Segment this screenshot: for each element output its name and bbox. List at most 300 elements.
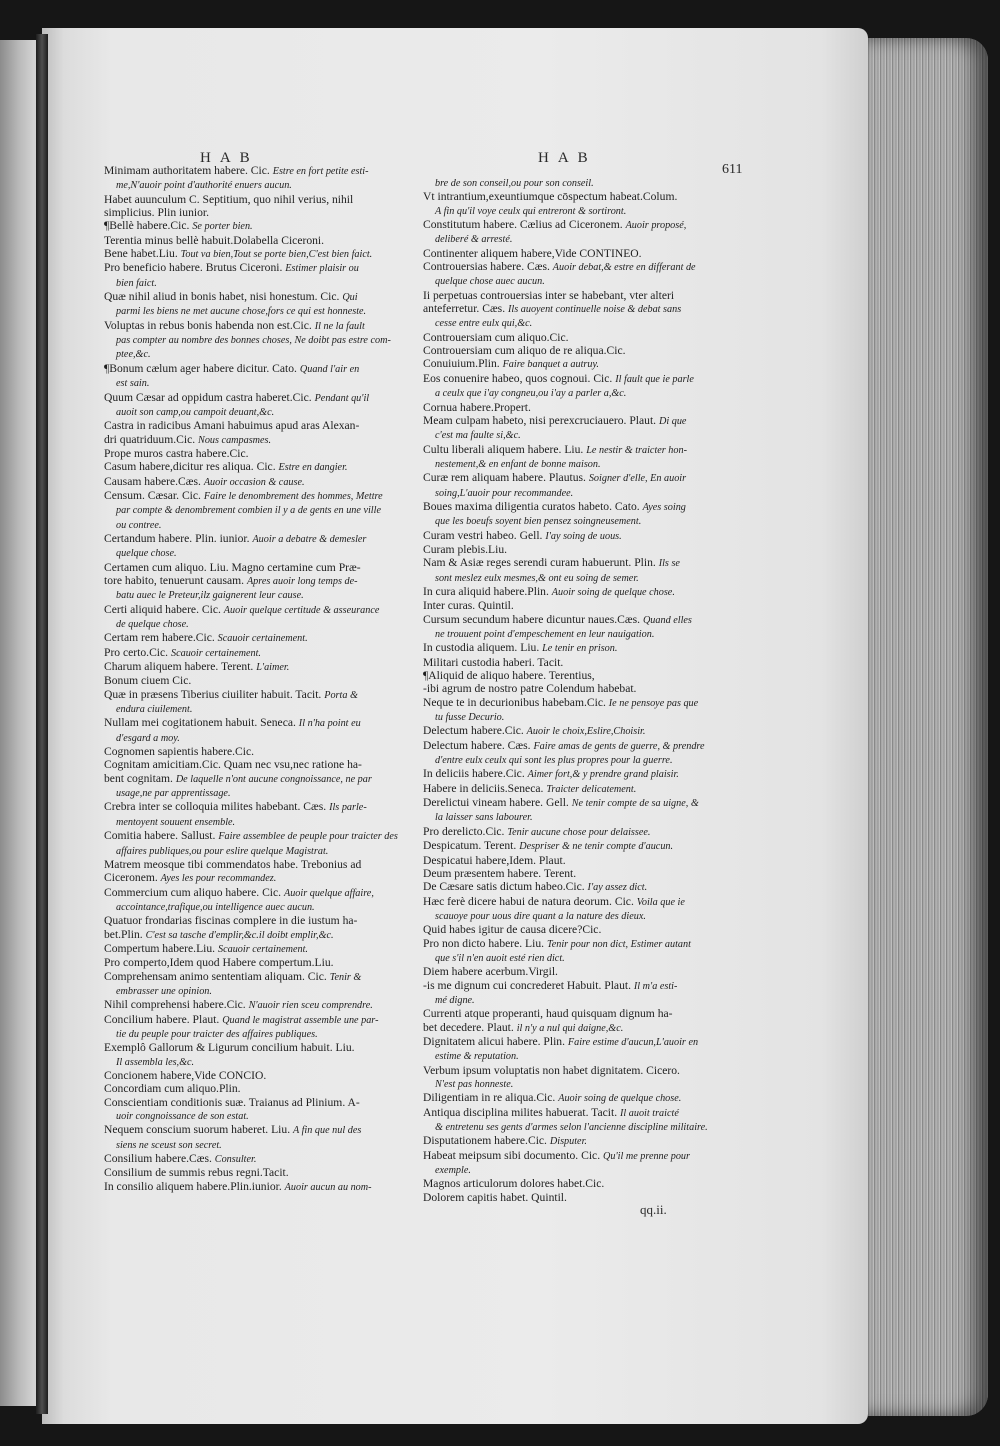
entry-line: [104, 674, 412, 687]
latin-text: Currenti atque properanti, haud quisquam dignum ha-: [423, 1007, 673, 1021]
latin-text: Delectum habere.Cic.: [423, 724, 524, 738]
latin-text: Curæ rem aliquam habere. Plautus.: [423, 471, 586, 485]
entry-line: [423, 1149, 743, 1163]
latin-text: Habet auunculum C. Septitium, quo nihil verius, nihil: [104, 192, 354, 206]
entry-line: [423, 1177, 743, 1190]
latin-text: Commercium cum aliquo habere. Cic.: [104, 885, 282, 899]
french-gloss: Auoir soing de quelque chose.: [558, 1093, 682, 1105]
entry-line: [423, 767, 743, 781]
latin-text: Castra in radicibus Amani habuimus apud aras Alexan-: [104, 419, 360, 433]
french-gloss: bre de son conseil,ou pour son conseil.: [435, 178, 594, 189]
latin-text: Crebra inter se colloquia milites habebant. Cæs.: [104, 800, 327, 814]
french-gloss: Traicter delicatement.: [546, 783, 637, 795]
french-gloss: Scauoir certainement.: [217, 633, 308, 645]
entry-line: [104, 1027, 412, 1041]
latin-text: Certandum habere. Plin. iunior.: [104, 531, 250, 545]
latin-text: Disputationem habere.Cic.: [423, 1134, 547, 1148]
entry-line: [423, 372, 743, 386]
latin-text: Matrem meosque tibi commendatos habe. Trebonius ad: [104, 857, 362, 871]
french-gloss: Aimer fort,& y prendre grand plaisir.: [527, 769, 679, 781]
entry-line: [104, 1138, 412, 1152]
french-gloss: Scauoir certainement.: [170, 647, 261, 659]
latin-text: bet.Plin.: [104, 927, 143, 941]
latin-text: In custodia aliquem. Liu.: [423, 641, 540, 655]
latin-text: Certamen cum aliquo. Liu. Magno certamine cum Præ-: [104, 560, 361, 574]
french-gloss: Ils se: [658, 558, 680, 570]
entry-line: [104, 561, 412, 574]
entry-line: [423, 1077, 743, 1091]
french-gloss: Le nestir & traicter hon-: [586, 444, 687, 456]
latin-text: Habere in deliciis.Seneca.: [423, 781, 544, 795]
entry-line: [104, 815, 412, 829]
entry-line: [423, 937, 743, 951]
french-gloss: I'ay assez dict.: [587, 882, 648, 894]
latin-text: Hæc ferè dicere habui de natura deorum. Cic.: [423, 894, 634, 908]
entry-line: [104, 1123, 412, 1137]
latin-text: Quatuor frondarias fiscinas complere in die iustum ha-: [104, 914, 358, 928]
latin-text: Diem habere acerbum.Virgil.: [423, 965, 558, 979]
french-gloss: il n'y a nul qui daigne,&c.: [516, 1022, 624, 1034]
french-gloss: sont meslez eulx mesmes,& ont eu soing de semer.: [435, 572, 639, 584]
french-gloss: ptee,&c.: [116, 349, 151, 361]
latin-text: simplicius. Plin iunior.: [104, 206, 210, 220]
french-gloss: Auoir debat,& estre en differant de: [552, 262, 696, 274]
entry-line: [104, 234, 412, 247]
french-gloss: pas compter au nombre des bonnes choses, Ne doibt pas estre com-: [116, 335, 391, 347]
latin-text: Pro derelicto.Cic.: [423, 824, 505, 838]
french-gloss: & entretenu ses gents d'armes selon l'ancienne discipline militaire.: [435, 1122, 708, 1134]
french-gloss: N'auoir rien sceu comprendre.: [248, 1000, 373, 1012]
entry-line: [104, 858, 412, 871]
french-gloss: de quelque chose.: [116, 619, 189, 630]
entry-line: [423, 386, 743, 400]
latin-text: Nam & Asiæ reges serendi curam habuerunt. Plin.: [423, 556, 656, 570]
entry-line: [104, 800, 412, 814]
running-head-left: HAB: [200, 150, 259, 166]
latin-text: tore habito, tenuerunt causam.: [104, 573, 245, 587]
latin-text: Constitutum habere. Cælius ad Ciceronem.: [423, 218, 623, 232]
entry-line: [104, 532, 412, 546]
french-gloss: quelque chose auec aucun.: [435, 276, 545, 288]
latin-text: Meam culpam habeto, nisi perexcruciauero. Plaut.: [423, 413, 657, 427]
entry-line: [104, 998, 412, 1012]
latin-text: bet decedere. Plaut.: [423, 1020, 514, 1034]
french-gloss: A fin qu'il voye ceulx qui entreront & sortiront.: [435, 205, 627, 217]
entry-line: [423, 895, 743, 909]
french-gloss: Il fault que ie parle: [615, 373, 694, 385]
latin-text: Pro beneficio habere. Brutus Ciceroni.: [104, 261, 283, 275]
latin-text: In cura aliquid habere.Plin.: [423, 584, 549, 598]
latin-text: Bene habet.Liu.: [104, 247, 178, 261]
latin-text: Antiqua disciplina milites habuerat. Tacit.: [423, 1105, 618, 1119]
entry-line: [104, 900, 412, 914]
french-gloss: par compte & denombrement combien il y a de gents en une ville: [116, 505, 381, 517]
french-gloss: embrasser une opinion.: [116, 985, 212, 997]
entry-line: [423, 1120, 743, 1134]
french-gloss: Auoir soing de quelque chose.: [551, 586, 675, 598]
french-gloss: Il ne la fault: [314, 320, 365, 332]
entry-line: [423, 724, 743, 738]
french-gloss: C'est sa tasche d'emplir,&c.il doibt emplir,&c.: [145, 929, 334, 941]
entry-line: [104, 419, 412, 432]
entry-line: [104, 631, 412, 645]
entry-line: [104, 1152, 412, 1166]
entry-line: [104, 347, 412, 361]
latin-text: Censum. Cæsar. Cic.: [104, 488, 201, 502]
latin-text: Exemplô Gallorum & Ligurum concilium habuit. Liu.: [104, 1041, 355, 1055]
latin-text: Comitia habere. Sallust.: [104, 829, 216, 843]
entry-line: [104, 290, 412, 304]
entry-line: [423, 1163, 743, 1177]
french-gloss: ou contree.: [116, 519, 162, 531]
french-gloss: usage,ne par apprentissage.: [116, 788, 231, 800]
latin-text: Conscientiam conditionis suæ. Traianus ad Plinium. A-: [104, 1095, 360, 1109]
entry-line: [423, 585, 743, 599]
entry-line: [423, 274, 743, 288]
french-gloss: Il m'a esti-: [633, 980, 678, 992]
french-gloss: d'entre eulx ceulx qui sont les plus propres pour la guerre.: [435, 755, 673, 767]
latin-text: Derelictui vineam habere. Gell.: [423, 796, 569, 810]
latin-text: Minimam authoritatem habere. Cic.: [104, 164, 270, 177]
entry-line: [423, 1049, 743, 1063]
entry-line: [104, 460, 412, 474]
latin-text: Curam vestri habeo. Gell.: [423, 528, 543, 542]
left-column: [104, 164, 412, 1194]
entry-line: [423, 782, 743, 796]
latin-text: Quæ nihil aliud in bonis habet, nisi honestum. Cic.: [104, 290, 340, 304]
latin-text: Nullam mei cogitationem habuit. Seneca.: [104, 716, 296, 730]
french-gloss: Qui: [342, 292, 358, 304]
french-gloss: me,N'auoir point d'authorité enuers aucun.: [116, 180, 292, 192]
french-gloss: ne trouuent point d'empeschement en leur nauigation.: [435, 629, 655, 640]
entry-line: [423, 979, 743, 993]
french-gloss: Pendant qu'il: [314, 392, 370, 404]
latin-text: Despicatum. Terent.: [423, 839, 517, 853]
entry-line: [423, 1007, 743, 1020]
french-gloss: Faire le denombrement des hommes, Mettre: [203, 490, 383, 502]
entry-line: [423, 1134, 743, 1148]
entry-line: [423, 1021, 743, 1035]
latin-text: Magnos articulorum dolores habet.Cic.: [423, 1177, 605, 1191]
entry-line: [104, 447, 412, 460]
french-gloss: mentoyent souuent ensemble.: [116, 816, 236, 828]
entry-line: [104, 1109, 412, 1123]
latin-text: Ii perpetuas controuersias inter se habebant, vter alteri: [423, 288, 675, 302]
latin-text: Delectum habere. Cæs.: [423, 738, 531, 752]
entry-line: [423, 414, 743, 428]
french-gloss: Quand l'air en: [299, 363, 360, 375]
latin-text: Quum Cæsar ad oppidum castra haberet.Cic.: [104, 390, 312, 404]
entry-line: [104, 942, 412, 956]
french-gloss: Despriser & ne tenir compte d'aucun.: [519, 841, 674, 853]
entry-line: [104, 304, 412, 318]
french-gloss: Ne tenir compte de sa uigne, &: [571, 798, 699, 810]
french-gloss: Il assembla les,&c.: [116, 1056, 195, 1068]
entry-line: [423, 656, 743, 669]
entry-line: [423, 500, 743, 514]
french-gloss: I'ay soing de uous.: [545, 530, 622, 542]
french-gloss: Ils auoyent continuelle noise & debat sans: [508, 304, 682, 316]
french-gloss: L'aimer.: [256, 662, 290, 674]
latin-text: Nequem conscium suorum haberet. Liu.: [104, 1123, 291, 1137]
entry-line: [104, 489, 412, 503]
french-gloss: Ayes les pour recommandez.: [160, 873, 277, 885]
french-gloss: Auoir quelque affaire,: [283, 887, 374, 899]
entry-line: [104, 574, 412, 588]
latin-text: Consilium de summis rebus regni.Tacit.: [104, 1166, 289, 1180]
latin-text: Cognitam amicitiam.Cic. Quam nec vsu,nec ratione ha-: [104, 758, 362, 772]
latin-text: Pro certo.Cic.: [104, 645, 169, 659]
entry-line: [423, 344, 743, 357]
latin-text: ¶Aliquid de aliquo habere. Terentius,: [423, 669, 595, 683]
entry-line: [104, 276, 412, 290]
entry-line: [104, 1055, 412, 1069]
french-gloss: Auoir proposé,: [625, 220, 687, 232]
entry-line: [104, 405, 412, 419]
page-number: 611: [722, 162, 743, 177]
entry-line: [104, 1041, 412, 1054]
french-gloss: Voila que ie: [636, 896, 685, 908]
french-gloss: Scauoir certainement.: [217, 943, 308, 955]
latin-text: Certam rem habere.Cic.: [104, 631, 215, 645]
entry-line: [423, 357, 743, 371]
entry-line: [104, 731, 412, 745]
entry-line: [423, 571, 743, 585]
latin-text: Eos conuenire habeo, quos cognoui. Cic.: [423, 371, 613, 385]
latin-text: Dolorem capitis habet. Quintil.: [423, 1190, 567, 1204]
entry-line: [104, 391, 412, 405]
latin-text: Inter curas. Quintil.: [423, 599, 514, 613]
entry-line: [104, 247, 412, 261]
entry-line: [423, 316, 743, 330]
latin-text: dri quatriduum.Cic.: [104, 432, 196, 446]
french-gloss: Estre en dangier.: [278, 462, 348, 474]
latin-text: Concordiam cum aliquo.Plin.: [104, 1082, 241, 1096]
entry-line: [104, 970, 412, 984]
french-gloss: Auoir quelque certitude & asseurance: [223, 604, 380, 616]
french-gloss: uoir congnoissance de son estat.: [116, 1111, 249, 1123]
french-gloss: Tenir aucune chose pour delaissee.: [507, 826, 651, 838]
french-gloss: Disputer.: [549, 1136, 587, 1148]
entry-line: [423, 471, 743, 485]
entry-line: [423, 514, 743, 528]
french-gloss: affaires publiques,ou pour eslire quelque Magistrat.: [116, 845, 329, 857]
french-gloss: Ie ne pensoye pas que: [608, 697, 699, 709]
french-gloss: Le tenir en prison.: [542, 643, 618, 655]
latin-text: In consilio aliquem habere.Plin.iunior.: [104, 1179, 282, 1193]
french-gloss: Tout va bien,Tout se porte bien,C'est bien faict.: [180, 249, 373, 261]
entry-line: [423, 627, 743, 641]
french-gloss: batu auec le Preteur,ilz gaignerent leur cause.: [116, 590, 304, 602]
entry-line: [104, 984, 412, 998]
entry-line: [104, 376, 412, 390]
latin-text: Terentia minus bellè habuit.Dolabella Ciceroni.: [104, 233, 325, 247]
entry-line: [104, 178, 412, 192]
latin-text: Despicatui habere,Idem. Plaut.: [423, 853, 566, 867]
french-gloss: siens ne sceust son secret.: [116, 1139, 222, 1151]
french-gloss: auoit son camp,ou campoit deuant,&c.: [116, 406, 275, 418]
latin-text: Vt intrantium,exeuntiumque cōspectum habeat.Colum.: [423, 190, 678, 204]
entry-line: [423, 457, 743, 471]
french-gloss: Il auoit traicté: [620, 1107, 679, 1119]
entry-line: [104, 928, 412, 942]
french-gloss: nestement,& en enfant de bonne maison.: [435, 458, 601, 470]
entry-line: [423, 825, 743, 839]
entry-line: [423, 810, 743, 824]
entry-line: [423, 543, 743, 556]
entry-line: [104, 716, 412, 730]
latin-text: Militari custodia haberi. Tacit.: [423, 655, 564, 669]
entry-line: [423, 909, 743, 923]
signature-mark: qq.ii.: [640, 1202, 667, 1217]
entry-line: [104, 1096, 412, 1109]
entry-line: [423, 1064, 743, 1077]
latin-text: Boues maxima diligentia curatos habeto. Cato.: [423, 499, 640, 513]
entry-line: [104, 617, 412, 631]
latin-text: Concilium habere. Plaut.: [104, 1012, 220, 1026]
french-gloss: A fin que nul des: [293, 1125, 362, 1137]
latin-text: Deum præsentem habere. Terent.: [423, 866, 577, 880]
latin-text: Curam plebis.Liu.: [423, 542, 508, 556]
entry-line: [104, 646, 412, 660]
latin-text: Continenter aliquem habere,Vide CONTINEO.: [423, 246, 642, 260]
entry-line: [104, 1166, 412, 1179]
entry-line: [423, 753, 743, 767]
latin-text: Conuiuium.Plin.: [423, 357, 500, 371]
entry-line: [104, 546, 412, 560]
entry-line: [104, 206, 412, 219]
latin-text: anteferretur. Cæs.: [423, 302, 506, 316]
french-gloss: estime & reputation.: [435, 1051, 519, 1063]
entry-line: [104, 603, 412, 617]
french-gloss: Faire amas de gents de guerre, & prendre: [533, 740, 705, 752]
latin-text: Voluptas in rebus bonis habenda non est.Cic.: [104, 318, 312, 332]
latin-text: Certi aliquid habere. Cic.: [104, 602, 221, 616]
entry-line: [104, 503, 412, 517]
entry-line: [423, 613, 743, 627]
entry-line: [423, 529, 743, 543]
entry-line: [104, 660, 412, 674]
entry-line: [423, 302, 743, 316]
entry-line: [423, 1191, 743, 1204]
french-gloss: Ayes soing: [642, 501, 686, 513]
latin-text: Quæ in præsens Tiberius ciuiliter habuit. Tacit.: [104, 687, 322, 701]
entry-line: [423, 247, 743, 260]
latin-text: Dignitatem alicui habere. Plin.: [423, 1034, 565, 1048]
entry-line: [104, 702, 412, 716]
french-gloss: Quand le magistrat assemble une par-: [222, 1014, 379, 1026]
french-gloss: a ceulx que i'ay congneu,ou i'ay a parler a,&c.: [435, 388, 627, 400]
entry-line: [104, 333, 412, 347]
latin-text: Verbum ipsum voluptatis non habet dignitatem. Cicero.: [423, 1063, 680, 1077]
french-gloss: mé digne.: [435, 994, 475, 1006]
latin-text: Neque te in decurionibus habebam.Cic.: [423, 695, 606, 709]
entry-line: [423, 190, 743, 203]
entry-line: [423, 289, 743, 302]
latin-text: Ciceronem.: [104, 871, 158, 885]
entry-line: [104, 758, 412, 771]
latin-text: -ibi agrum de nostro patre Colendum habebat.: [423, 682, 637, 696]
entry-line: [104, 956, 412, 969]
entry-line: [423, 260, 743, 274]
french-gloss: exemple.: [435, 1165, 471, 1177]
latin-text: Controuersiam cum aliquo.Cic.: [423, 330, 569, 344]
entry-line: [104, 844, 412, 858]
entry-line: [423, 486, 743, 500]
entry-line: [104, 475, 412, 489]
french-gloss: Qu'il me prenne pour: [603, 1150, 690, 1162]
french-gloss: d'esgard a moy.: [116, 732, 180, 744]
entry-line: [423, 556, 743, 570]
french-gloss: Faire estime d'aucun,L'auoir en: [567, 1036, 699, 1048]
page-block-edges: [868, 38, 988, 1416]
french-gloss: Estre en fort petite esti-: [272, 166, 369, 177]
entry-line: [423, 1106, 743, 1120]
entry-line: [104, 745, 412, 758]
french-gloss: Auoir a debatre & demesler: [252, 533, 367, 545]
latin-text: Quid habes igitur de causa dicere?Cic.: [423, 923, 602, 937]
entry-line: [423, 641, 743, 655]
french-gloss: parmi les biens ne met aucune chose,fors ce qui est honneste.: [116, 306, 367, 318]
entry-line: [423, 739, 743, 753]
entry-line: [104, 1082, 412, 1095]
latin-text: -is me dignum cui concrederet Habuit. Plaut.: [423, 978, 631, 992]
entry-line: [104, 786, 412, 800]
entry-line: [104, 886, 412, 900]
entry-line: [104, 1013, 412, 1027]
french-gloss: Quand elles: [642, 614, 692, 626]
latin-text: Prope muros castra habere.Cic.: [104, 446, 249, 460]
entry-line: [423, 796, 743, 810]
book-gutter: [36, 34, 48, 1414]
french-gloss: N'est pas honneste.: [435, 1079, 514, 1090]
entry-line: [423, 951, 743, 965]
entry-line: [104, 772, 412, 786]
french-gloss: est sain.: [116, 378, 150, 390]
latin-text: ¶Bellè habere.Cic.: [104, 219, 190, 233]
latin-text: In deliciis habere.Cic.: [423, 767, 525, 781]
entry-line: [423, 218, 743, 232]
french-gloss: cesse entre eulx qui,&c.: [435, 318, 533, 330]
french-gloss: Soigner d'elle, En auoir: [588, 473, 687, 485]
french-gloss: Auoir occasion & cause.: [203, 476, 305, 488]
entry-line: [423, 232, 743, 246]
latin-text: bent cognitam.: [104, 771, 173, 785]
entry-line: [104, 433, 412, 447]
latin-text: Cognomen sapientis habere.Cic.: [104, 745, 255, 759]
french-gloss: Il n'ha point eu: [298, 718, 361, 730]
entry-line: [104, 518, 412, 532]
latin-text: Nihil comprehensi habere.Cic.: [104, 998, 246, 1012]
french-gloss: la laisser sans labourer.: [435, 812, 533, 824]
french-gloss: Ils parle-: [329, 802, 367, 814]
entry-line: [423, 204, 743, 218]
french-gloss: Tenir pour non dict, Estimer autant: [546, 938, 691, 950]
entry-line: [104, 914, 412, 927]
running-head-right: HAB: [538, 150, 597, 166]
latin-text: Bonum ciuem Cic.: [104, 674, 192, 688]
latin-text: Comprehensam animo sententiam aliquam. Cic.: [104, 969, 327, 983]
latin-text: De Cæsare satis dictum habeo.Cic.: [423, 880, 585, 894]
french-gloss: deliberé & arresté.: [435, 234, 513, 246]
french-gloss: Porta &: [324, 689, 358, 701]
french-gloss: Tenir &: [329, 971, 362, 983]
entry-line: [104, 362, 412, 376]
entry-line: [423, 1035, 743, 1049]
entry-line: [423, 854, 743, 867]
french-gloss: Di que: [659, 415, 687, 427]
entry-line: [104, 1069, 412, 1082]
